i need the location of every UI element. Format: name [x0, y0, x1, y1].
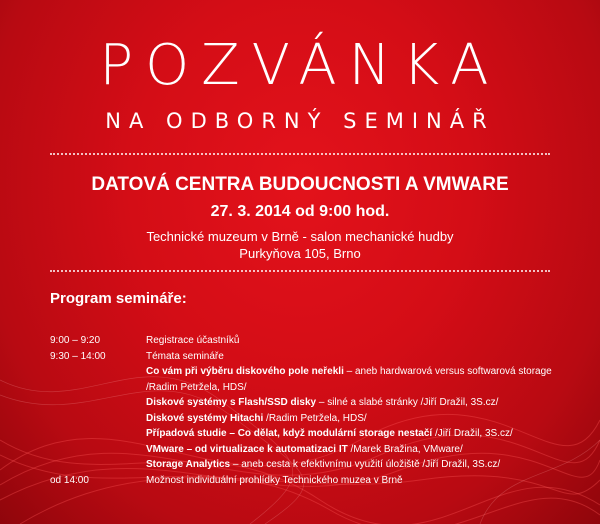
- schedule-time: od 14:00: [50, 474, 89, 486]
- seminar-name: DATOVÁ CENTRA BUDOUCNOSTI A VMWARE: [91, 174, 509, 195]
- schedule-row: [50, 333, 590, 349]
- topic-detail: /Radim Petrželа, HDS/: [263, 412, 367, 424]
- topic-title: Případová studie – Co dělat, když modulární storage nestačí: [146, 428, 433, 439]
- topic-row: [50, 442, 590, 458]
- program-heading: Program semináře:: [50, 290, 187, 307]
- schedule-text: Registrace účastníků: [146, 335, 240, 346]
- program-schedule: [50, 333, 590, 488]
- topic-row: [50, 364, 590, 395]
- topic-detail: /Marek Bražina, VMware/: [347, 443, 463, 455]
- dotted-divider: [50, 153, 550, 155]
- topic-row: [50, 457, 590, 473]
- topic-item: [146, 364, 576, 395]
- invitation-subtitle: NA ODBORNÝ SEMINÁŘ: [105, 109, 495, 133]
- schedule-time: 9:00 – 9:20: [50, 335, 101, 346]
- venue-address: Purkyňova 105, Brno: [239, 246, 361, 261]
- topic-title: Co vám při výběru diskového pole neřekli: [146, 366, 344, 377]
- topic-item: [146, 442, 576, 458]
- topic-item: [146, 395, 576, 411]
- topic-row: [50, 426, 590, 442]
- topic-item: [146, 411, 576, 427]
- dotted-divider: [50, 270, 550, 272]
- topic-detail: /Jiří Dražil, 3S.cz/: [432, 428, 513, 439]
- event-date: 27. 3. 2014 od 9:00 hod.: [210, 203, 390, 220]
- venue-line: Technické muzeum v Brně - salon mechanické hudby: [146, 229, 454, 244]
- topic-title: Diskové systémy Hitachi: [146, 412, 264, 424]
- schedule-time: 9:30 – 14:00: [50, 350, 106, 362]
- schedule-row: [50, 349, 590, 365]
- topic-item: [146, 426, 576, 442]
- topic-title: VMware – od virtualizace k automatizaci IT: [146, 443, 348, 455]
- topic-row: [50, 411, 590, 427]
- topic-item: [146, 457, 576, 473]
- invitation-title: POZVÁNKA: [99, 33, 501, 98]
- topic-row: [50, 395, 590, 411]
- topic-detail: – aneb hardwarová versus softwarová storage /Radim Petrželа, HDS/: [146, 366, 552, 393]
- topic-title: Storage Analytics: [146, 459, 231, 470]
- topic-detail: – aneb cesta k efektivnímu využití úložiště /Jiří Dražil, 3S.cz/: [230, 459, 501, 470]
- schedule-row: [50, 473, 590, 489]
- schedule-text: Témata semináře: [146, 350, 224, 362]
- schedule-text: Možnost individuální prohlídky Technického muzea v Brně: [146, 474, 403, 486]
- topic-detail: – silné a slabé stránky /Jiří Dražil, 3S.cz/: [316, 397, 499, 408]
- topic-title: Diskové systémy s Flash/SSD disky: [146, 397, 317, 408]
- event-venue: [0, 228, 600, 262]
